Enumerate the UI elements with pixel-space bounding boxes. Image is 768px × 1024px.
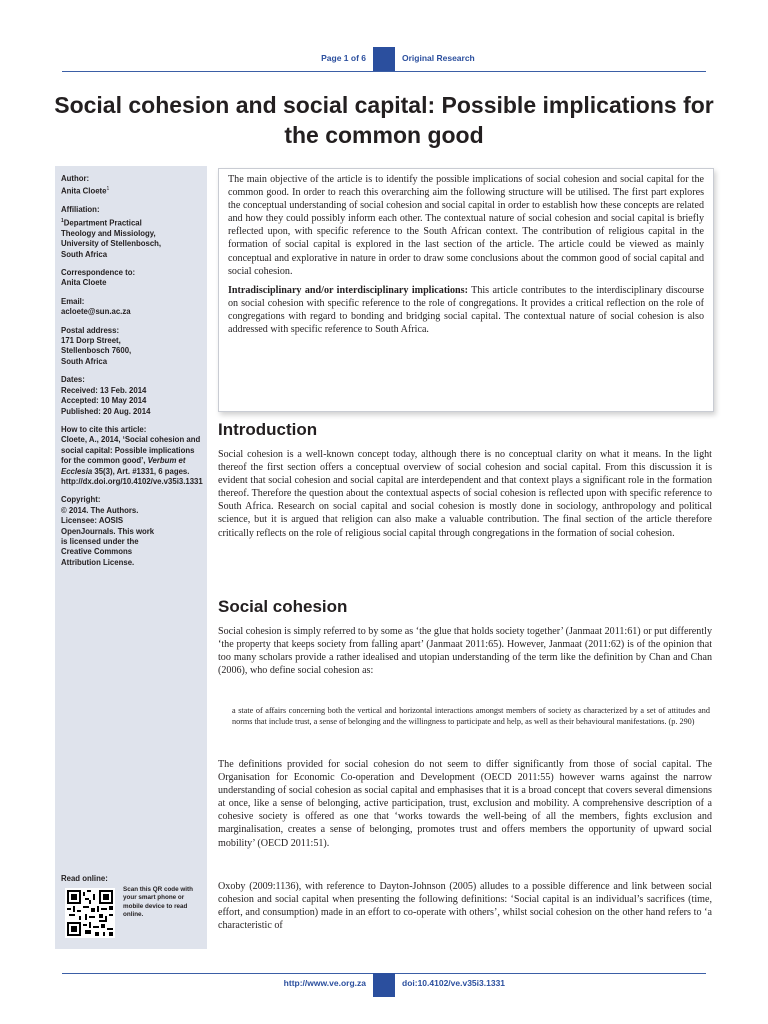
- author-sup: 1: [106, 186, 110, 193]
- affiliation-text: Department Practical Theology and Missiology, University of Stellenbosch, South Africa: [61, 218, 162, 259]
- qr-code-icon[interactable]: [65, 888, 115, 938]
- block-quote: a state of affairs concerning both the vertical and horizontal interactions amongst members of society as characterized by a set of attitudes and norms that include trust, a sense of belonging and the willingness to participate and help, as well as their behavioural manifestations. (p. 290): [232, 706, 710, 726]
- header-rule: [62, 71, 706, 72]
- copyright-text: © 2014. The Authors. Licensee: AOSIS OpenJournals. This work is licensed under the Creative Commons Attribution License.: [61, 505, 155, 567]
- implications-paragraph: [228, 284, 704, 336]
- article-type: Original Research: [402, 53, 475, 63]
- introduction-paragraph: Social cohesion is a well-known concept today, although there is no conceptual clarity on what it means. In the light thereof the first section offers a conceptual overview of social cohesion and social capital. From this discussion it is evident that social cohesion and social capital are interdependent and that context plays a significant role in the formation thereof. Therefore the question about the contextual aspects of social cohesion is reflected upon with specific reference to South Africa. Research on social capital and social cohesion is mostly done in sociology, anthropology and political science, but it is argued that religion can also make a valuable contribution. The final section of the article therefore critically reflects on the role of religious social capital through congregations in the formation of social cohesion.: [218, 449, 712, 539]
- social-cohesion-text-2: [218, 758, 712, 850]
- doi-link[interactable]: doi:10.4102/ve.v35i3.1331: [402, 978, 506, 988]
- introduction-text: [218, 448, 712, 540]
- email-block: [61, 297, 201, 318]
- postal-label: Postal address:: [61, 325, 120, 335]
- postal-address: 171 Dorp Street, Stellenbosch 7600, South Africa: [61, 336, 132, 366]
- journal-url-link[interactable]: http://www.ve.org.za: [283, 978, 366, 988]
- citation-journal: Verbum et Ecclesia: [61, 456, 186, 476]
- social-cohesion-heading: Social cohesion: [218, 597, 348, 616]
- correspondence-block: [61, 268, 201, 289]
- social-cohesion-paragraph-2: The definitions provided for social cohesion do not seem to differ significantly from those of social capital. The Organisation for Economic Co-operation and Development (OECD 2011:55) however warns against the narrow understanding of social cohesion as social capital and emphasises that it is a broad concept that covers several dimensions at once, like a sense of belonging, active participation, trust, exclusion and mobility. A comprehensive description of a cohesive society is offered as one that ‘works towards the well-being of all the members, fights exclusion and marginalisation, creates a sense of belonging, promotes trust and offers members the opportunity of upward social mobility’ (OECD 2011:51).: [218, 759, 712, 849]
- citation-doi[interactable]: 35(3), Art. #1331, 6 pages. http://dx.doi.org/10.4102/ve.v35i3.1331: [61, 466, 203, 486]
- citation-label: How to cite this article:: [61, 424, 147, 434]
- page-number: Page 1 of 6: [321, 53, 366, 63]
- postal-block: [61, 326, 201, 368]
- author-label: Author:: [61, 174, 90, 183]
- affiliation-sup: 1: [61, 217, 64, 224]
- dates-label: Dates:: [61, 375, 85, 385]
- implications-text: This article contributes to the interdisciplinary discourse on social cohesion with specific reference to the role of congregations. It provides a critical reflection on the role of congregations with regard to bonding and bridging social capital. The contextual nature of social cohesion is also addressed with specific reference to South Africa.: [228, 284, 704, 336]
- qr-instructions: Scan this QR code with your smart phone or mobile device to read online.: [123, 886, 193, 919]
- citation-block: [61, 425, 201, 487]
- email-label: Email:: [61, 296, 85, 306]
- citation-text: Cloete, A., 2014, ‘Social cohesion and social capital: Possible implications for the common good’,: [61, 435, 201, 466]
- author-block: [61, 174, 201, 197]
- social-cohesion-text-1: [218, 625, 712, 677]
- implications-label: Intradisciplinary and/or interdisciplinary implications:: [228, 284, 468, 296]
- article-info-sidebar: [55, 166, 207, 949]
- introduction-heading: Introduction: [218, 420, 318, 439]
- correspondence-label: Correspondence to:: [61, 268, 136, 278]
- dates-block: [61, 375, 201, 417]
- social-cohesion-paragraph-1: Social cohesion is simply referred to by some as ‘the glue that holds society together’ (Janmaat 2011:61) or put differently ‘the property that keeps society from falling apart’ (Janmaat 2011:65). However, Janmaat (2011:62) is of the opinion that too many scholars provide a rather idealised and utopian understanding of the term like the definition by Chan and Chan (2006), who define social cohesion as:: [218, 626, 712, 677]
- abstract-paragraph: The main objective of the article is to identify the possible implications of social cohesion and social capital for the common good. In order to reach this overarching aim the following structure will be utilised. The first part explores the conceptual understanding of social cohesion and social capital in order to establish how these concepts are related and how they could possibly inform each other. The contextual nature of social cohesion and social capital is briefly reflected upon, with specific reference to the South African context. The contribution of religious capital in the formation of social capital is explored in the last section of the article. The article could be viewed as mainly conceptual and explorative in nature in order to draw some conclusions about the common good of social capital and social cohesion.: [228, 174, 704, 277]
- dates-list: Received: 13 Feb. 2014 Accepted: 10 May 2014 Published: 20 Aug. 2014: [61, 385, 151, 416]
- header-accent-box: [373, 47, 395, 71]
- social-cohesion-text-3: [218, 880, 712, 932]
- copyright-block: [61, 495, 201, 568]
- author-name: Anita Cloete: [61, 187, 107, 196]
- article-title: Social cohesion and social capital: Possible implications for the common good: [54, 92, 714, 148]
- email-address[interactable]: acloete@sun.ac.za: [61, 307, 131, 317]
- correspondence-name: Anita Cloete: [61, 278, 107, 288]
- footer-accent-box: [373, 973, 395, 997]
- affiliation-label: Affiliation:: [61, 205, 100, 215]
- copyright-label: Copyright:: [61, 495, 101, 505]
- read-online-label: Read online:: [61, 874, 108, 883]
- affiliation-block: [61, 205, 201, 260]
- social-cohesion-paragraph-3: Oxoby (2009:1136), with reference to Dayton-Johnson (2005) alludes to a possible difference and link between social cohesion and social capital when presenting the following definitions: ‘Social capital is an individual’s sacrifices (time, effort, and consumption) made in an effort to co-operate with others’, whilst social cohesion on the other hand refers to ‘a characteristic of: [218, 881, 712, 932]
- abstract-box: [218, 168, 714, 412]
